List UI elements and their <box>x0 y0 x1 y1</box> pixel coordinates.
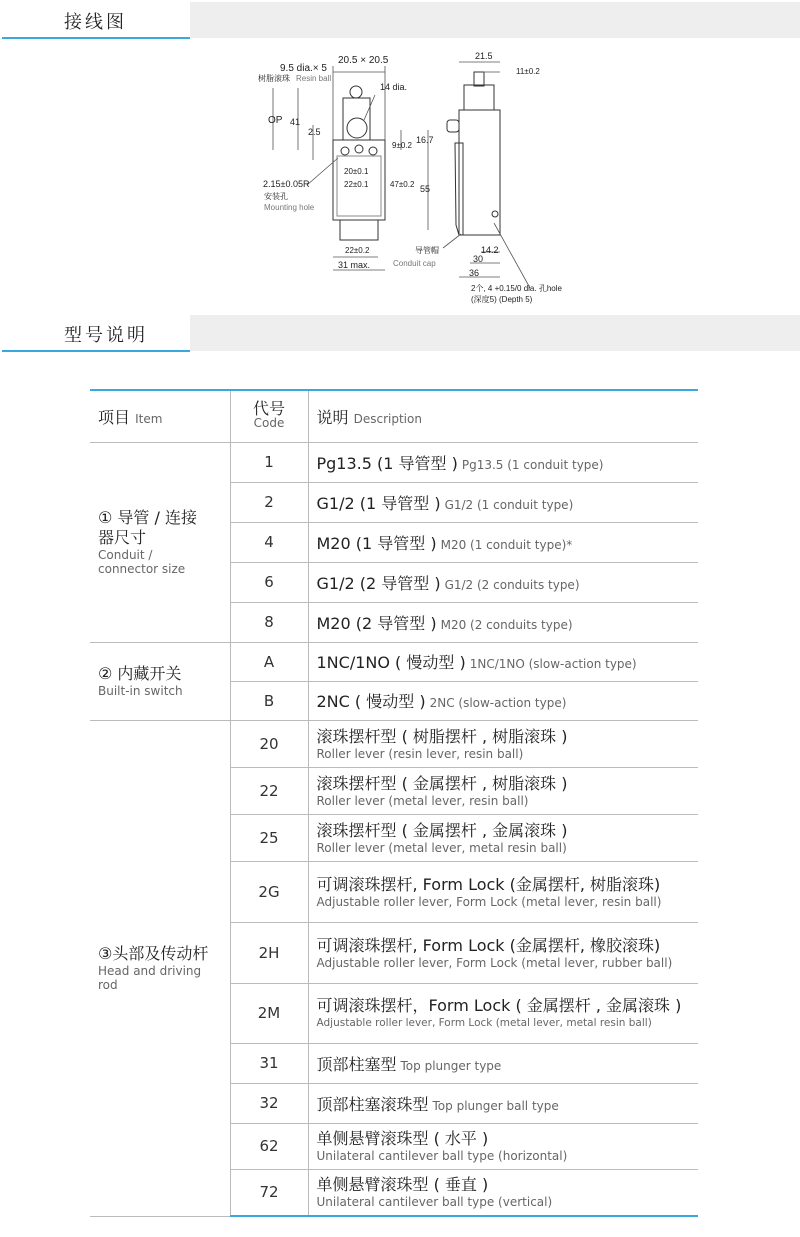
group-cell <box>90 720 230 1216</box>
description-zh: 可调滚珠摆杆, Form Lock (金属摆杆, 橡胶滚珠) <box>316 935 661 955</box>
group-label-zh: ① 导管 / 连接器尺寸 <box>98 508 197 547</box>
description-zh: M20 (2 导管型 ) <box>316 613 437 633</box>
label-depth: (深度5) (Depth 5) <box>471 295 533 304</box>
section-header-model <box>0 313 800 351</box>
group-label-zh: ③头部及传动杆 <box>98 944 209 963</box>
code-cell: 2 <box>230 482 308 522</box>
code-cell: A <box>230 642 308 681</box>
dimension-drawing <box>0 0 800 310</box>
head-front <box>343 98 370 140</box>
section-title: 型号说明 <box>64 325 148 346</box>
description-zh: 可调滚珠摆杆, Form Lock (金属摆杆, 树脂滚珠) <box>316 874 661 894</box>
group-cell <box>90 642 230 720</box>
roller-ball <box>350 86 362 98</box>
description-en: Top plunger ball type <box>432 1098 559 1113</box>
label-resin-ball-en: Resin ball <box>296 74 332 83</box>
dim-14-2: 14.2 <box>481 245 499 255</box>
description-cell <box>308 767 698 814</box>
section-title: 接线图 <box>64 12 127 33</box>
header-desc-en: Description <box>353 411 422 426</box>
description-en: 1NC/1NO (slow-action type) <box>469 657 637 671</box>
description-zh: 滚珠摆杆型 ( 树脂摆杆 , 树脂滚珠 ) <box>316 726 568 746</box>
dim-20: 20±0.1 <box>344 167 369 176</box>
description-en: Top plunger type <box>400 1058 502 1073</box>
description-cell <box>308 602 698 642</box>
dim-47: 47±0.2 <box>390 180 415 189</box>
code-cell: 2H <box>230 922 308 983</box>
description-en: Pg13.5 (1 conduit type) <box>461 457 604 472</box>
description-zh: Pg13.5 (1 导管型 ) <box>316 453 458 473</box>
description-en: Roller lever (resin lever, resin ball) <box>316 746 524 761</box>
label-cap-zh: 导管帽 <box>415 246 439 255</box>
group-cell <box>90 442 230 642</box>
description-zh: 2NC ( 慢动型 ) <box>316 692 426 711</box>
description-en: Adjustable roller lever, Form Lock (metal lever, metal resin ball) <box>316 1017 652 1029</box>
description-cell <box>308 681 698 720</box>
dim-ball: 9.5 dia.× 5 <box>280 63 327 74</box>
description-zh: M20 (1 导管型 ) <box>316 533 437 553</box>
header-code <box>230 390 308 442</box>
group-label-en: Built-in switch <box>98 684 183 698</box>
dim-top: 20.5 × 20.5 <box>338 55 389 66</box>
dim-31: 31 max. <box>338 260 371 270</box>
header-desc-zh: 说明 <box>316 407 349 427</box>
dim-2-5: 2.5 <box>308 127 321 137</box>
code-cell: 20 <box>230 720 308 767</box>
description-cell <box>308 720 698 767</box>
description-cell <box>308 442 698 482</box>
description-cell <box>308 562 698 602</box>
header-item <box>90 390 230 442</box>
description-cell <box>308 983 698 1043</box>
description-en: G1/2 (1 conduit type) <box>444 497 574 512</box>
description-cell <box>308 861 698 922</box>
description-cell <box>308 1123 698 1169</box>
code-cell: 6 <box>230 562 308 602</box>
code-cell: 25 <box>230 814 308 861</box>
code-cell: 22 <box>230 767 308 814</box>
dim-21-5: 21.5 <box>475 51 493 61</box>
label-hole: 2个, 4 +0.15/0 dia. 孔hole <box>471 284 562 293</box>
table-header-row <box>90 390 698 442</box>
description-cell <box>308 522 698 562</box>
model-table <box>90 389 698 1217</box>
header-desc <box>308 390 698 442</box>
header-item-en: Item <box>135 411 163 426</box>
code-cell: 31 <box>230 1043 308 1083</box>
group-label-en: Conduit / connector size <box>98 548 186 576</box>
dim-11: 11±0.2 <box>516 67 540 76</box>
description-zh: 滚珠摆杆型 ( 金属摆杆 , 树脂滚珠 ) <box>316 773 568 793</box>
description-zh: 可调滚珠摆杆，Form Lock ( 金属摆杆 , 金属滚珠 ) <box>316 996 682 1015</box>
table-row <box>90 642 698 681</box>
dim-b22: 22±0.2 <box>345 246 370 255</box>
description-zh: 单侧悬臂滚珠型 ( 垂直 ) <box>316 1175 489 1195</box>
description-en: Unilateral cantilever ball type (vertical) <box>316 1195 553 1210</box>
label-resin-ball-zh: 树脂滚珠 <box>258 74 290 83</box>
dim-22: 22±0.1 <box>344 180 369 189</box>
description-cell <box>308 922 698 983</box>
description-zh: 1NC/1NO ( 慢动型 ) <box>316 653 466 672</box>
table-row <box>90 442 698 482</box>
header-code-zh: 代号 <box>252 399 285 419</box>
description-cell <box>308 1043 698 1083</box>
description-en: M20 (1 conduit type)* <box>440 537 573 552</box>
divider <box>2 350 190 352</box>
description-cell <box>308 482 698 522</box>
description-en: 2NC (slow-action type) <box>429 696 567 710</box>
description-cell <box>308 814 698 861</box>
code-cell: 1 <box>230 442 308 482</box>
header-bar <box>190 315 800 351</box>
dim-30: 30 <box>473 254 484 264</box>
conduit-front <box>340 220 378 240</box>
dim-41: 41 <box>290 117 301 127</box>
description-zh: 滚珠摆杆型 ( 金属摆杆 , 金属滚珠 ) <box>316 820 568 840</box>
description-en: M20 (2 conduits type) <box>440 617 573 632</box>
description-cell <box>308 642 698 681</box>
code-cell: 2M <box>230 983 308 1043</box>
description-cell <box>308 1083 698 1123</box>
description-zh: G1/2 (2 导管型 ) <box>316 573 441 593</box>
description-en: Adjustable roller lever, Form Lock (metal lever, rubber ball) <box>316 955 673 970</box>
description-en: Roller lever (metal lever, resin ball) <box>316 793 529 808</box>
label-cap-en: Conduit cap <box>393 259 436 268</box>
label-mounting-zh: 安装孔 <box>264 192 288 201</box>
description-cell <box>308 1169 698 1216</box>
description-en: Roller lever (metal lever, metal resin ball) <box>316 840 567 855</box>
dim-roller: 14 dia. <box>380 82 408 92</box>
group-label-zh: ② 内藏开关 <box>98 664 182 683</box>
description-zh: 顶部柱塞滚珠型 <box>316 1094 429 1114</box>
dim-9: 9±0.2 <box>392 141 412 150</box>
label-mounting-en: Mounting hole <box>264 203 315 212</box>
dim-op: OP <box>268 115 283 126</box>
code-cell: 32 <box>230 1083 308 1123</box>
code-cell: 4 <box>230 522 308 562</box>
description-zh: G1/2 (1 导管型 ) <box>316 493 441 513</box>
dim-radius: 2.15±0.05R <box>263 179 310 189</box>
code-cell: 2G <box>230 861 308 922</box>
description-zh: 顶部柱塞型 <box>316 1054 397 1074</box>
dim-16-7: 16.7 <box>416 135 434 145</box>
dim-55: 55 <box>420 184 431 194</box>
code-cell: 8 <box>230 602 308 642</box>
description-en: Unilateral cantilever ball type (horizontal) <box>316 1149 568 1163</box>
code-cell: 72 <box>230 1169 308 1216</box>
group-label-en: Head and driving rod <box>98 964 202 992</box>
header-item-zh: 项目 <box>98 407 131 427</box>
description-zh: 单侧悬臂滚珠型 ( 水平 ) <box>316 1129 489 1148</box>
description-en: G1/2 (2 conduits type) <box>444 577 580 592</box>
dim-36: 36 <box>469 268 480 278</box>
header-code-en: Code <box>253 416 285 431</box>
table-row <box>90 720 698 767</box>
description-en: Adjustable roller lever, Form Lock (metal lever, resin ball) <box>316 894 662 909</box>
code-cell: 62 <box>230 1123 308 1169</box>
code-cell: B <box>230 681 308 720</box>
